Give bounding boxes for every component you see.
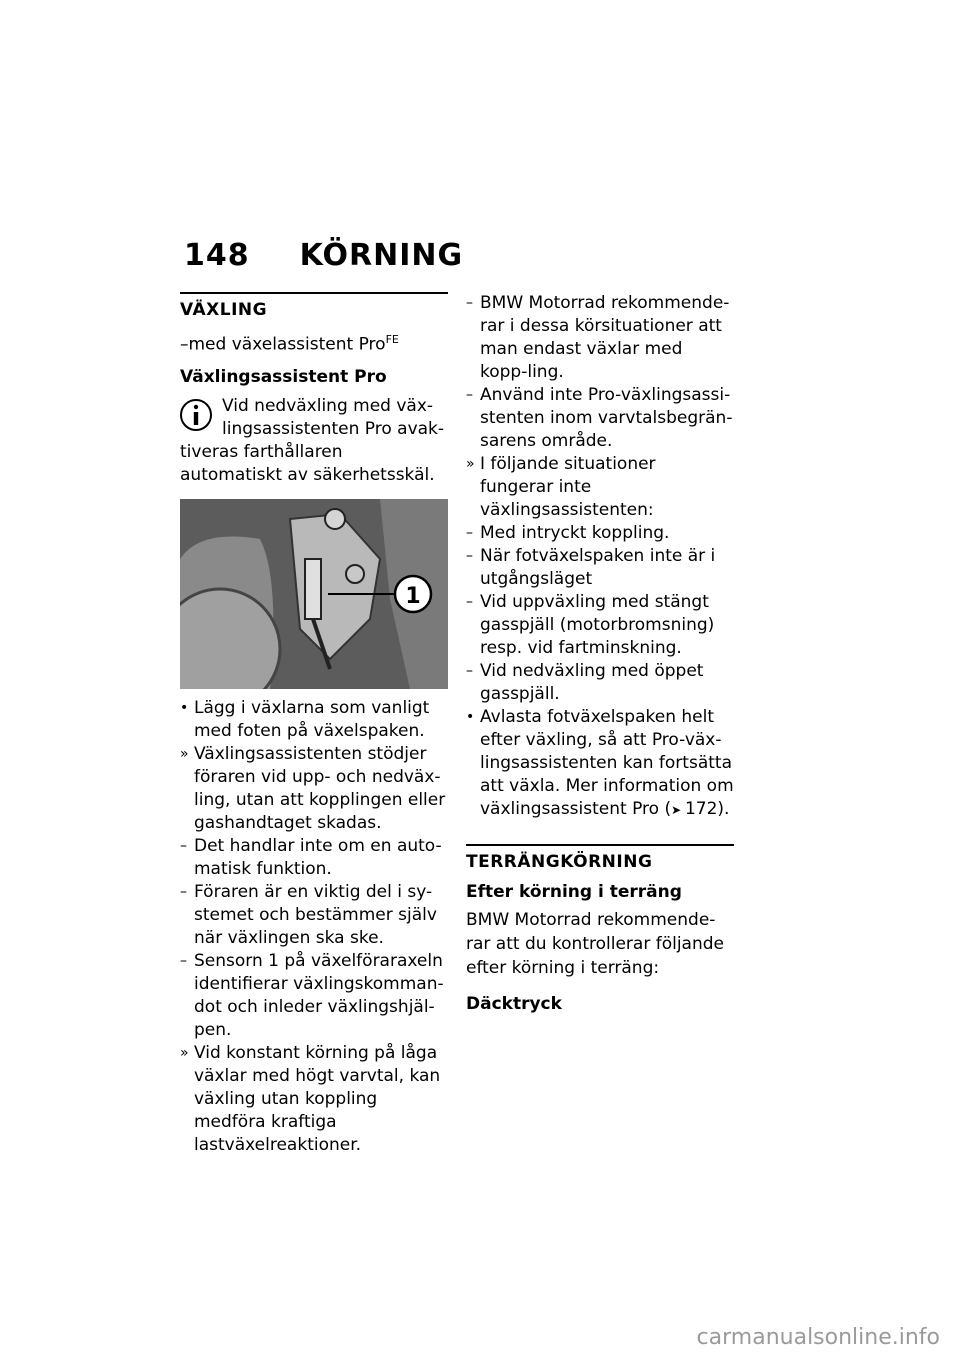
- list-text: Växlingsassistenten stödjer föraren vid upp- och nedväx-ling, utan att kopplingen eller gashandtaget skadas.: [194, 743, 446, 833]
- list-text: Lägg i växlarna som vanligt med foten på växelspaken.: [194, 697, 430, 741]
- list-marker: –: [180, 837, 187, 854]
- list-marker: –: [180, 952, 187, 969]
- list-marker: »: [180, 1044, 189, 1061]
- left-list-item: [180, 835, 448, 881]
- section2-subheading2: Däcktryck: [466, 994, 562, 1014]
- list-marker: –: [466, 387, 473, 403]
- list-text: Vid nedväxling med öppet gasspjäll.: [480, 661, 704, 704]
- page-number: 148: [184, 238, 250, 273]
- list-text: Med intryckt koppling.: [480, 523, 670, 543]
- right-list-item: [466, 660, 734, 706]
- list-marker: »: [180, 745, 189, 762]
- right-list-item: [466, 545, 734, 591]
- list-marker: –: [466, 548, 473, 564]
- list-marker: –: [466, 295, 473, 311]
- list-text: Föraren är en viktig del i sy-stemet och bestämmer själv när växlingen ska ske.: [194, 881, 437, 948]
- left-list-item: [180, 743, 448, 835]
- list-marker: »: [466, 456, 475, 472]
- info-text: Vid nedväxling med väx-lingsassistenten Pro avak-tiveras farthållaren automatiskt av säkerhetsskäl.: [180, 395, 445, 485]
- page-ref-suffix: ).: [717, 799, 730, 819]
- left-list-item: [180, 881, 448, 950]
- applicability-sup: FE: [385, 333, 399, 346]
- list-marker: –: [180, 883, 187, 900]
- right-list-item: [466, 706, 734, 822]
- left-list-item: [180, 950, 448, 1042]
- list-text: I följande situationer fungerar inte växlingsassistenten:: [480, 454, 656, 520]
- list-text: När fotväxelspaken inte är i utgångsläget: [480, 546, 716, 589]
- right-list-item: [466, 453, 734, 522]
- list-marker: –: [466, 525, 473, 541]
- list-text: Sensorn 1 på växelföraraxeln identifierar växlingskomman-dot och inleder växlingshjäl-pen.: [194, 950, 444, 1040]
- applicability-text: –med växelassistent Pro: [180, 334, 386, 355]
- right-list-item: [466, 591, 734, 660]
- list-text: Använd inte Pro-växlingsassi-stenten inom varvtalsbegrän-sarens område.: [480, 385, 733, 451]
- list-text: Avlasta fotväxelspaken helt efter växling, så att Pro-väx-lingsassistenten kan fortsätta att växla. Mer information om växlingsassistent Pro (: [480, 707, 734, 819]
- figure-sensor: [180, 499, 448, 689]
- list-text: Vid konstant körning på låga växlar med högt varvtal, kan växling utan koppling medföra kraftiga lastväxelreaktioner.: [194, 1042, 441, 1155]
- applicability-line: [180, 328, 448, 357]
- left-list: [180, 697, 448, 1157]
- left-list-item: [180, 697, 448, 743]
- left-list-item: [180, 1042, 448, 1157]
- list-text: Det handlar inte om en auto-matisk funktion.: [194, 835, 442, 879]
- list-marker: –: [466, 663, 473, 679]
- watermark: carmanualsonline.info: [696, 1325, 940, 1350]
- right-list-item: [466, 384, 734, 453]
- page-ref-arrow-icon: ➤: [671, 803, 685, 817]
- left-column: [180, 292, 448, 1157]
- section2-subheading: Efter körning i terräng: [466, 882, 682, 902]
- info-icon: [178, 397, 214, 433]
- subheading: Växlingsassistent Pro: [180, 366, 387, 387]
- page-ref[interactable]: 172: [684, 799, 718, 819]
- figure-callout-1: 1: [405, 583, 421, 609]
- list-marker: –: [466, 594, 473, 610]
- right-column: [466, 292, 734, 1020]
- right-list: [466, 292, 734, 822]
- list-marker: •: [180, 699, 189, 716]
- section-title: VÄXLING: [180, 292, 448, 320]
- chapter-title: KÖRNING: [299, 238, 464, 273]
- list-text: BMW Motorrad rekommende-rar i dessa körsituationer att man endast växlar med kopp-ling.: [480, 293, 730, 382]
- section2-text: BMW Motorrad rekommende-rar att du kontrollerar följande efter körning i terräng:: [466, 910, 724, 978]
- section2-title: TERRÄNGKÖRNING: [466, 844, 734, 872]
- info-block: [180, 395, 448, 487]
- page-header: [184, 238, 463, 273]
- right-list-item: [466, 292, 734, 384]
- list-text: Vid uppväxling med stängt gasspjäll (motorbromsning) resp. vid fartminskning.: [480, 592, 715, 658]
- figure-illustration: [180, 499, 448, 689]
- list-marker: •: [466, 709, 475, 725]
- right-list-item: [466, 522, 734, 545]
